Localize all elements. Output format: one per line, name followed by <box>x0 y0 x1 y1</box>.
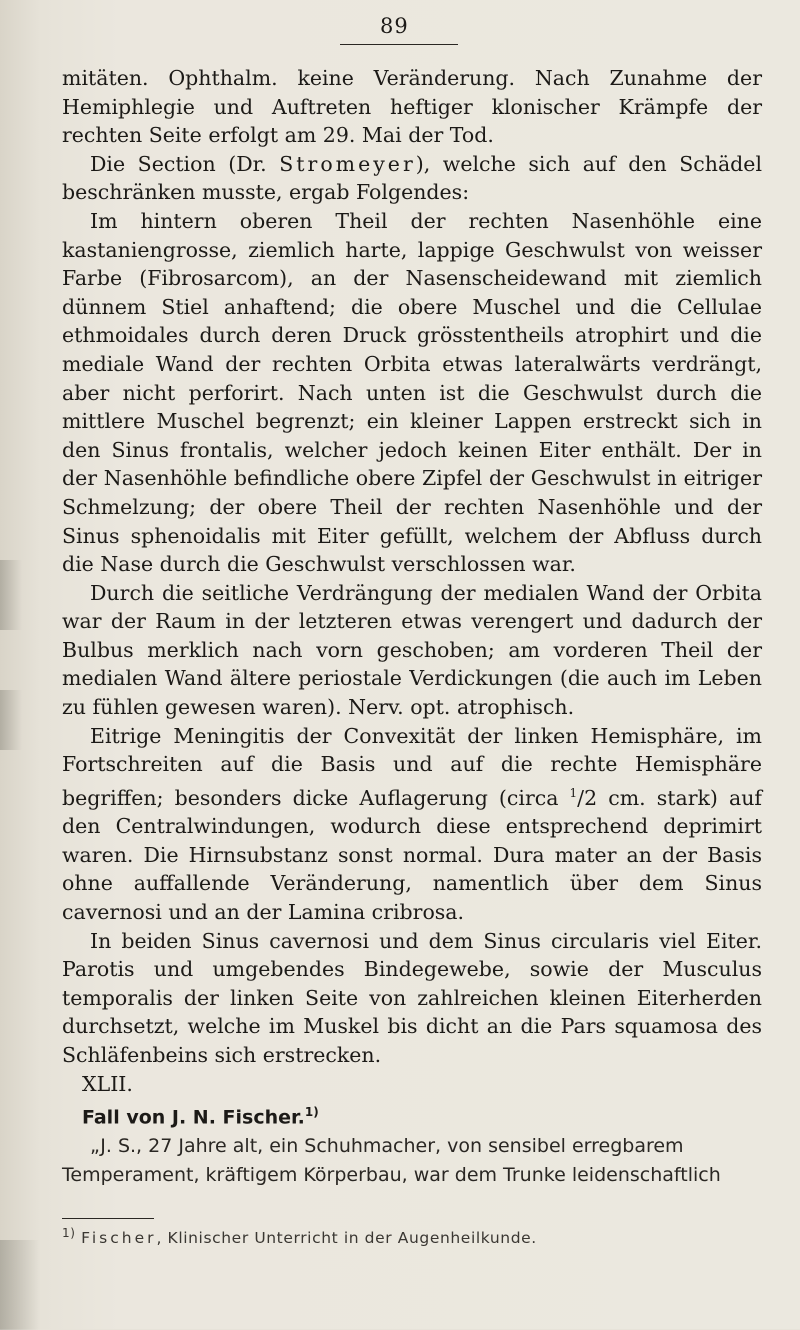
fraction: $^1$/2 <box>569 785 598 810</box>
paragraph: In beiden Sinus cavernosi und dem Sinus circularis viel Eiter. Parotis und umgebendes Bindegewebe, sowie der Musculus temporalis der linken Seite von zahlreichen kleinen Eiterherden durchsetzt, welche im Muskel bis dicht an die Pars squamosa des Schläfenbeins sich erstrecken. <box>62 928 762 1068</box>
text-run: Die Section (Dr. <box>90 151 280 176</box>
page-number: 89 <box>380 14 409 38</box>
text-run: Eitrige Meningitis der Convexität der linken Hemisphäre, im Fortschreiten auf die Basis und auf die rechte Hemisphäre begriffen; besonders dicke Auflagerung (circa <box>62 723 762 810</box>
fraction-numerator: 1 <box>569 785 578 800</box>
text-run: cm. stark) auf den Centralwindungen, wodurch diese entsprechend deprimirt waren. Die Hirnsubstanz sonst normal. Dura mater an der Basis ohne auffallende Veränderung, namentlich über dem Sinus cavernosi und an der Lamina cribrosa. <box>62 785 762 925</box>
footnote-reference: 1) <box>304 1105 319 1120</box>
footnote-author: Fischer <box>81 1229 157 1248</box>
author-name: Stromeyer <box>279 151 416 176</box>
footnote-mark: 1) <box>62 1226 76 1240</box>
edge-shadow <box>0 690 22 750</box>
paragraph <box>62 150 762 207</box>
body-text <box>62 64 762 1189</box>
paragraph: mitäten. Ophthalm. keine Veränderung. Nach Zunahme der Hemiphlegie und Auftreten heftiger klonischer Krämpfe der rechten Seite erfolgt am 29. Mai der Tod. <box>62 66 762 148</box>
edge-shadow <box>0 560 22 630</box>
case-title <box>62 1098 762 1132</box>
quote-line: Temperament, kräftigem Körperbau, war dem Trunke leidenschaftlich <box>62 1163 721 1186</box>
header-rule <box>340 44 458 45</box>
paragraph: Im hintern oberen Theil der rechten Nasenhöhle eine kastaniengrosse, ziemlich harte, lappige Geschwulst von weisser Farbe (Fibrosarcom), an der Nasenscheidewand mit ziemlich dünnem Stiel anhaftend; die obere Muschel und die Cellulae ethmoidales durch deren Druck grösstentheils atrophirt und die mediale Wand der rechten Orbita etwas lateralwärts verdrängt, aber nicht perforirt. Nach unten ist die Geschwulst durch die mittlere Muschel begrenzt; ein kleiner Lappen erstreckt sich in den Sinus frontalis, welcher jedoch keinen Eiter enthält. Der in der Nasenhöhle befindliche obere Zipfel der Geschwulst in eitriger Schmelzung; der obere Theil der rechten Nasenhöhle und der Sinus sphenoidalis mit Eiter gefüllt, welchem der Abfluss durch die Nase durch die Geschwulst verschlossen war. <box>62 208 762 577</box>
footnote-rule <box>62 1218 154 1219</box>
case-number: XLII. <box>82 1071 133 1096</box>
paragraph <box>62 722 762 927</box>
case-title-text: Fall von J. N. Fischer. <box>82 1106 305 1129</box>
footnote-text: , Klinischer Unterricht in der Augenheilkunde. <box>156 1229 537 1248</box>
quote-line: „J. S., 27 Jahre alt, ein Schuhmacher, von sensibel erregbarem <box>90 1135 684 1158</box>
text-run: ), welche sich auf den Schädel beschränken musste, ergab Folgendes: <box>62 151 762 205</box>
fraction-denominator: 2 <box>584 785 598 810</box>
edge-shadow <box>0 1240 40 1330</box>
footnote <box>62 1226 762 1247</box>
paragraph: Durch die seitliche Verdrängung der medialen Wand der Orbita war der Raum in der letzteren etwas verengert und dadurch der Bulbus merklich nach vorn geschoben; am vorderen Theil der medialen Wand ältere periostale Verdickungen (die auch im Leben zu fühlen gewesen waren). Nerv. opt. atrophisch. <box>62 580 762 720</box>
